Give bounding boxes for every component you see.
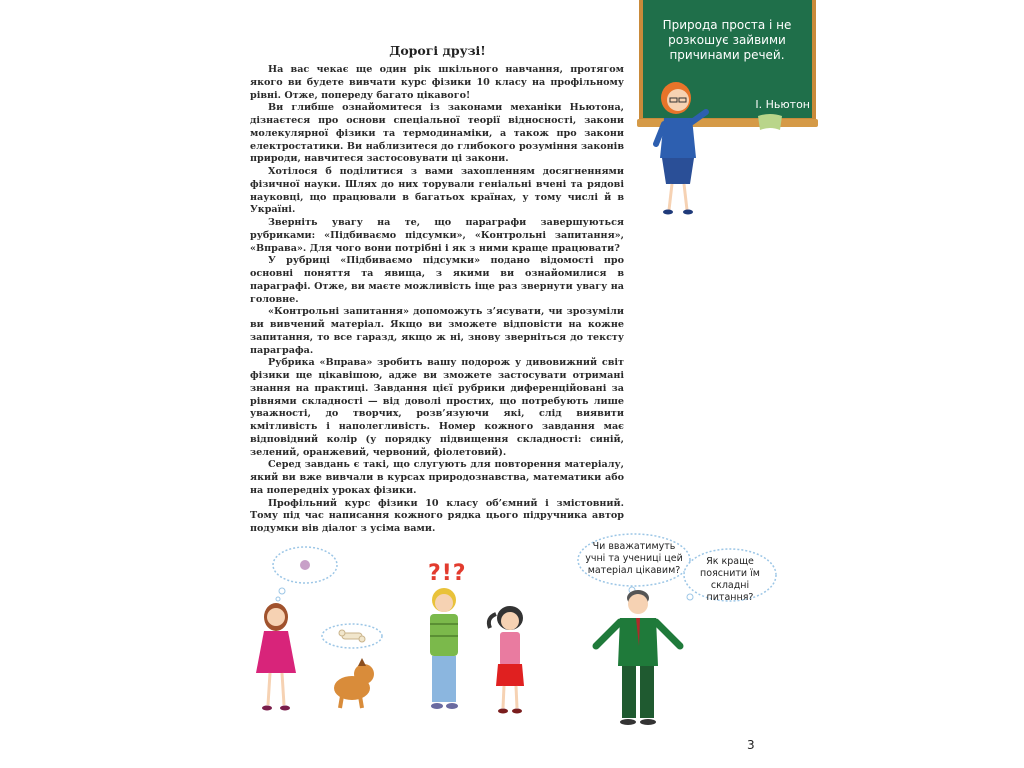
paragraph: Ви глибше ознайомитеся із законами механіки Ньютона, дізнаєтеся про основи спеціальної теорії відносності, закони молекулярної фізики та термодинаміки, а також про закони електростатики. Ви наблизитеся до глибокого розуміння законів природи, навчитеся застосовувати ці закони. [250,102,624,165]
chalk-cloth-illustration [756,112,784,132]
paragraph: Серед завдань є такі, що слугують для повторення матеріалу, який ви вже вивчали в курсах природознавства, математики або на попередніх уроках фізики. [250,459,624,496]
paragraph: Профільний курс фізики 10 класу об’ємний і змістовний. Тому під час написання кожного рядка цього підручника автор подумки вів діалог з усіма вами. [250,497,624,534]
girl-red-illustration [484,604,534,716]
paragraph: У рубриці «Підбиваємо підсумки» подано відомості про основні поняття та явища, з якими ви ознайомилися в параграфі. Отже, ви маєте можливість іще раз звернути увагу на головне. [250,255,624,305]
paragraph: «Контрольні запитання» допоможуть з’ясувати, чи зрозуміли ви вивчений матеріал. Якщо ви зможете відповісти на кожне запитання, то все гаразд, якщо ж ні, знову зверніться до тексту параграфа. [250,306,624,356]
page-title: Дорогі друзі! [389,43,486,58]
boy-illustration [420,586,470,716]
bubble-2-text: Як краще пояснити їм складні питання? [700,556,760,603]
teacher-man-illustration [592,586,686,728]
question-marks-label: ?!? [428,561,467,586]
paragraph: Хотілося б поділитися з вами захопленням досягненнями фізичної науки. Шлях до них торували геніальні вчені та рядові науковці, що працювали в багатьох країнах, у тому числі й в Україні. [250,166,624,216]
quote-author: І. Ньютон [755,98,810,111]
newton-quote: Природа проста і не розкошує зайвими причинами речей. [662,18,792,62]
teacher-woman-illustration [650,78,710,218]
paragraph: Зверніть увагу на те, що параграфи завершуються рубриками: «Підбиваємо підсумки», «Контрольні запитання», «Вправа». Для чого вони потрібні і як з ними краще працювати? [250,217,624,254]
dog-illustration [318,622,388,710]
intro-text [250,64,624,536]
page-number: 3 [747,738,755,752]
bubble-1-text: Чи вважатимуть учні та учениці цей матеріал цікавим? [585,541,683,576]
paragraph: Рубрика «Вправа» зробить вашу подорож у дивовижний світ фізики ще цікавішою, адже ви зможете застосувати отримані знання на практиці. Завдання цієї рубрики диференційовані за рівнями складності — від доволі простих, що потребують лише уважності, до творчих, розв’язуючи які, слід виявити кмітливість і наполегливість. Номер кожного завдання має відповідний колір (у порядку підвищення складності: синій, зелений, оранжевий, червоний, фіолетовий). [250,357,624,458]
paragraph: На вас чекає ще один рік шкільного навчання, протягом якого ви будете вивчати курс фізики 10 класу на профільному рівні. Отже, попереду багато цікавого! [250,64,624,101]
